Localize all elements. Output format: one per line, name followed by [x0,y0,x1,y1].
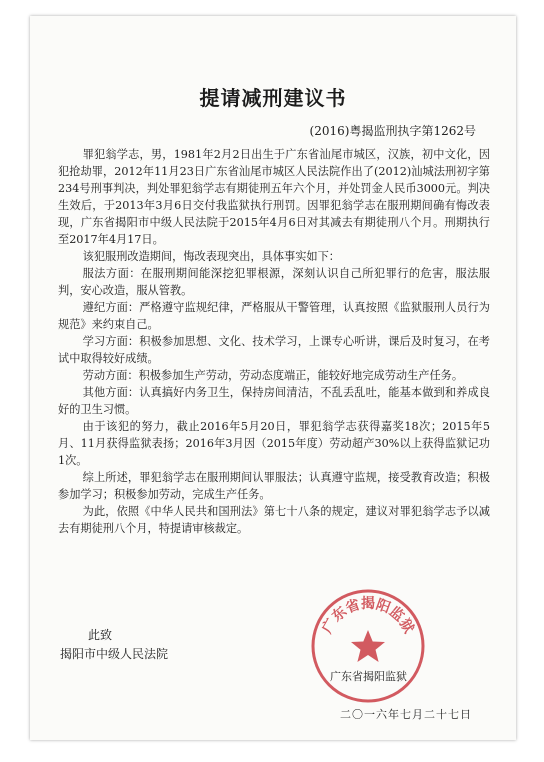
paragraph-other: 其他方面：认真搞好内务卫生，保持房间清洁，不乱丢乱吐，能基本做到和养成良好的卫生习惯。 [58,386,490,416]
paragraph-law-abiding: 服法方面：在服刑期间能深挖犯罪根源，深刻认识自己所犯罪行的危害，服法服判，安心改造，服从管教。 [58,267,490,297]
document-number: (2016)粤揭监刑执字第1262号 [309,124,476,138]
signatory: 广东省揭阳监狱 [330,670,407,683]
document-page [30,16,516,740]
paragraph-summary: 综上所述，罪犯翁学志在服刑期间认罪服法；认真遵守监规，接受教育改造；积极参加学习；积极参加劳动，完成生产任务。 [58,471,490,501]
paragraph-study: 学习方面：积极参加思想、文化、技术学习，上课专心听讲，课后及时复习，在考试中取得较好成绩。 [58,335,490,365]
paragraph-intro: 该犯服刑改造期间，悔改表现突出，具体事实如下： [82,250,340,263]
document-date: 二〇一六年七月二十七日 [340,708,472,721]
paragraph-labor: 劳动方面：积极参加生产劳动，劳动态度端正，能较好地完成劳动生产任务。 [82,369,464,382]
paragraph-basic-info: 罪犯翁学志，男，1981年2月2日出生于广东省汕尾市城区，汉族，初中文化，因犯抢劫罪，2012年11月23日广东省汕尾市城区人民法院作出了(2012)汕城法刑初字第234号刑事判决，判处罪犯翁学志有期徒刑五年六个月，并处罚金人民币3000元。判决生效后，于2013年3月6日交付我监狱执行刑罚。因罪犯翁学志在服刑期间确有悔改表现，广东省揭阳市中级人民法院于2015年4月6日对其减去有期徒刑八个月。刑期执行至2017年4月17日。 [58,148,490,246]
document-title: 提请减刑建议书 [199,86,347,110]
closing-block [60,626,168,664]
recipient-court: 揭阳市中级人民法院 [60,647,169,661]
paragraph-discipline: 遵纪方面：严格遵守监规纪律，严格服从干警管理，认真按照《监狱服刑人员行为规范》来约束自己。 [58,301,490,331]
official-seal-icon [308,586,428,706]
seal-text: 广东省揭阳监狱 [319,596,417,637]
salutation: 此致 [88,628,113,642]
paragraph-recommendation: 为此，依照《中华人民共和国刑法》第七十八条的规定，建议对罪犯翁学志予以减去有期徒刑八个月，特提请审核裁定。 [58,505,490,535]
document-body [58,146,490,537]
paragraph-awards: 由于该犯的努力，截止2016年5月20日，罪犯翁学志获得嘉奖18次；2015年5月、11月获得监狱表扬；2016年3月因（2015年度）劳动超产30%以上获得监狱记功1次。 [58,420,490,467]
